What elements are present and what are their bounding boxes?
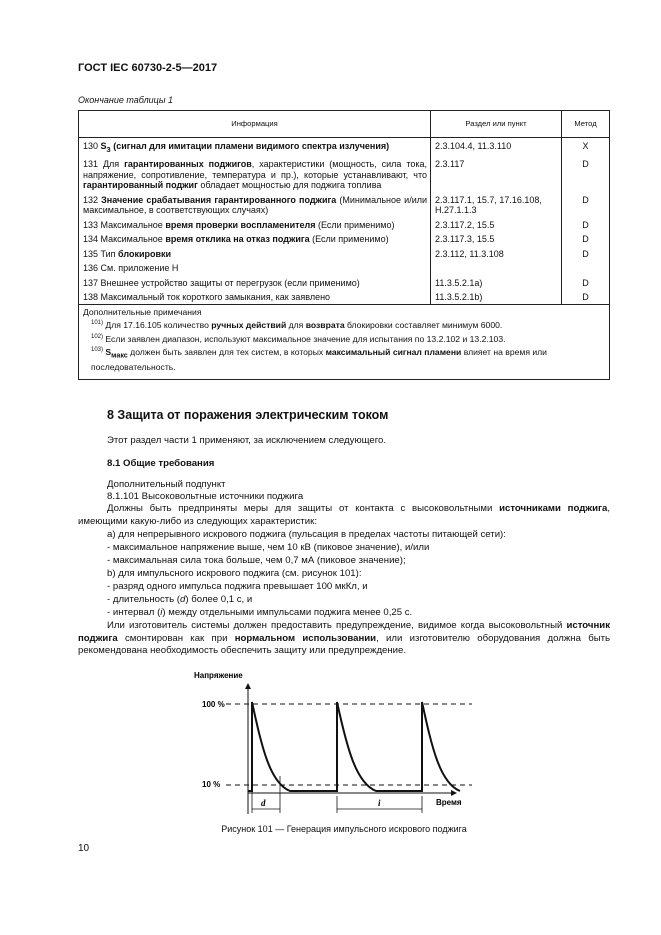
row-info: 131 Для гарантированных поджигов, характеристики (мощность, сила тока, напряжение, сопротивление, температура и пр.), которые устанавливают, что гарантированный поджиг обладает мощностью для поджига топлива: [79, 156, 431, 192]
info-table: [78, 110, 610, 380]
row-info: 138 Максимальный ток короткого замыкания, как заявлено: [79, 289, 431, 304]
row-section: 2.3.112, 11.3.108: [431, 246, 562, 261]
row-method: D: [562, 275, 610, 290]
table-notes: [79, 304, 610, 379]
item-a-2: - максимальная сила тока больше, чем 0,7 мА (пиковое значение);: [107, 555, 406, 566]
d-label: d: [261, 798, 266, 808]
page-number: 10: [78, 843, 90, 854]
row-method: D: [562, 246, 610, 261]
section-8-title: 8 Защита от поражения электрическим током: [107, 408, 389, 422]
note-101: $^{101)}$ Для 17.16.105 количество ручных действий для возврата блокировки составляет минимум 6000.: [91, 320, 503, 331]
figure-101-diagram: [190, 668, 480, 816]
table-row: [79, 156, 610, 192]
row-section: 11.3.5.2.1a): [431, 275, 562, 290]
paragraph-protection: Должны быть предприняты меры для защиты от контакта с высоковольтными источниками поджига, имеющими какую-либо из следующих характеристик:: [78, 503, 610, 527]
row-method: D: [562, 217, 610, 232]
y-axis-label: Напряжение: [194, 671, 243, 680]
row-info: 133 Максимальное время проверки воспламенителя (Если применимо): [79, 217, 431, 232]
notes-title: Дополнительные примечания: [83, 306, 202, 317]
item-a-1: - максимальное напряжение выше, чем 10 кВ (пиковое значение), и/или: [107, 542, 430, 553]
col-method-header: Метод: [562, 111, 610, 138]
item-b: b) для импульсного искрового поджига (см. рисунок 101):: [107, 568, 362, 579]
col-info-header: Информация: [79, 111, 431, 138]
row-section: [431, 260, 562, 275]
level-10-label: 10 %: [202, 780, 221, 789]
table-row: [79, 217, 610, 232]
table-row: [79, 289, 610, 304]
notes-row: [79, 304, 610, 379]
section-8-intro: Этот раздел части 1 применяют, за исключением следующего.: [107, 435, 387, 446]
table-header-row: [79, 111, 610, 138]
item-b-1: - разряд одного импульса поджига превышает 100 мкКл, и: [107, 581, 368, 592]
row-info: 132 Значение срабатывания гарантированного поджига (Минимальное и/или максимальное, в соответствующих случаях): [79, 192, 431, 217]
row-info: 134 Максимальное время отклика на отказ поджига (Если применимо): [79, 231, 431, 246]
row-info: 136 См. приложение H: [79, 260, 431, 275]
row-section: 2.3.117: [431, 156, 562, 192]
clause-8-1-101: 8.1.101 Высоковольтные источники поджига: [107, 491, 304, 502]
table-row: [79, 260, 610, 275]
x-axis-label: Время: [436, 798, 462, 807]
col-section-header: Раздел или пункт: [431, 111, 562, 138]
row-method: D: [562, 231, 610, 246]
row-info: 137 Внешнее устройство защиты от перегрузок (если применимо): [79, 275, 431, 290]
table-continuation-label: Окончание таблицы 1: [78, 95, 173, 105]
additional-subclause: Дополнительный подпункт: [107, 479, 226, 490]
row-section: 2.3.117.2, 15.5: [431, 217, 562, 232]
row-section: 2.3.104.4, 11.3.110: [431, 138, 562, 157]
table-row: [79, 231, 610, 246]
row-method: D: [562, 289, 610, 304]
item-b-2: - длительность (d) более 0,1 с, и: [107, 594, 253, 605]
i-label: i: [378, 798, 381, 808]
paragraph-warning: Или изготовитель системы должен предоставить предупреждение, видимое когда высоковольтный источник поджига смонтирован как при нормальном использовании, или изготовителю оборудования должна быть рекомендована необходимость обеспечить защиту или предупреждение.: [78, 620, 610, 657]
row-section: 11.3.5.2.1b): [431, 289, 562, 304]
figure-caption: Рисунок 101 — Генерация импульсного искрового поджига: [221, 824, 467, 834]
table-row: [79, 246, 610, 261]
row-section: 2.3.117.1, 15.7, 17.16.108, H.27.1.1.3: [431, 192, 562, 217]
row-method: [562, 260, 610, 275]
subsection-8-1-title: 8.1 Общие требования: [107, 458, 215, 469]
table-row: [79, 138, 610, 157]
item-b-3: - интервал (i) между отдельными импульсами поджига менее 0,25 с.: [107, 607, 413, 618]
row-method: D: [562, 192, 610, 217]
row-section: 2.3.117.3, 15.5: [431, 231, 562, 246]
item-a: a) для непрерывного искрового поджига (пульсация в пределах частоты питающей сети):: [107, 529, 506, 540]
row-info: 130 $S_3$ (сигнал для имитации пламени видимого спектра излучения): [79, 138, 431, 157]
note-102: $^{102)}$ Если заявлен диапазон, используют максимальное значение для испытания по 13.2.102 и 13.2.103.: [91, 333, 506, 344]
level-100-label: 100 %: [202, 700, 225, 709]
row-info: 135 Тип блокировки: [79, 246, 431, 261]
standard-header: ГОСТ IEC 60730-2-5—2017: [78, 62, 218, 74]
note-103: $^{103)}$ $S_{макс}$ должен быть заявлен для тех систем, в которых максимальный сигнал пламени влияет на время или последовательность.: [91, 346, 547, 373]
table-row: [79, 192, 610, 217]
row-method: D: [562, 156, 610, 192]
table-row: [79, 275, 610, 290]
row-method: X: [562, 138, 610, 157]
